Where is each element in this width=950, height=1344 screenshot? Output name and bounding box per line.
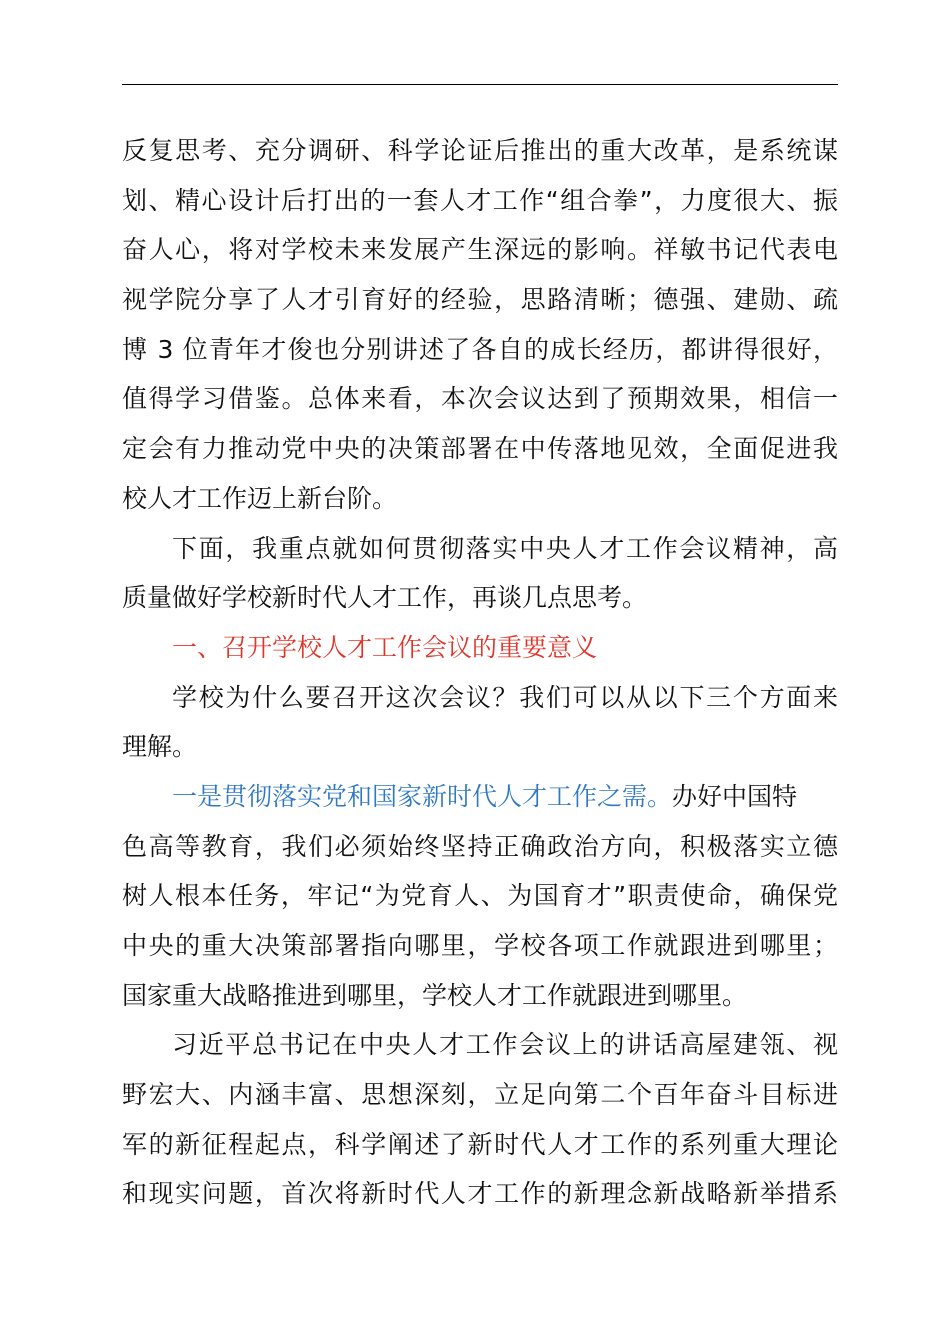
section-heading: 一、召开学校人才工作会议的重要意义 [172,632,598,662]
text-run: 办好中国特 [672,781,798,811]
text-line: 色高等教育，我们必须始终坚持正确政治方向，积极落实立德 [122,831,838,861]
text-line: 定会有力推动党中央的决策部署在中传落地见效，全面促进我 [122,434,838,464]
text-line: 树人根本任务，牢记“为党育人、为国育才”职责使命，确保党 [122,881,838,911]
text-line: 博 3 位青年才俊也分别讲述了各自的成长经历，都讲得很好， [122,334,838,364]
text-line: 习近平总书记在中央人才工作会议上的讲话高屋建瓴、视 [172,1030,838,1060]
text-line: 学校为什么要召开这次会议？我们可以从以下三个方面来 [172,682,838,712]
text-line: 野宏大、内涵丰富、思想深刻，立足向第二个百年奋斗目标进 [122,1080,838,1110]
text-line: 军的新征程起点，科学阐述了新时代人才工作的系列重大理论 [122,1129,838,1159]
emphasis-lead: 一是贯彻落实党和国家新时代人才工作之需。 [172,781,673,811]
text-line: 和现实问题，首次将新时代人才工作的新理念新战略新举措系 [122,1179,838,1209]
text-line: 中央的重大决策部署指向哪里，学校各项工作就跟进到哪里； [122,931,838,960]
text-line: 理解。 [122,732,198,762]
header-rule [122,84,838,85]
text-line: 校人才工作迈上新台阶。 [122,483,398,513]
text-line [122,772,838,822]
text-line: 反复思考、充分调研、科学论证后推出的重大改革，是系统谋 [122,136,838,165]
text-line: 奋人心，将对学校未来发展产生深远的影响。祥敏书记代表电 [122,235,838,265]
text-line: 国家重大战略推进到哪里，学校人才工作就跟进到哪里。 [122,980,748,1010]
body-text [122,126,838,1219]
text-line: 质量做好学校新时代人才工作，再谈几点思考。 [122,583,648,613]
text-line: 划、精心设计后打出的一套人才工作“组合拳”，力度很大、振 [122,185,838,215]
text-line: 视学院分享了人才引育好的经验，思路清晰；德强、建勋、疏 [122,285,838,315]
text-line: 下面，我重点就如何贯彻落实中央人才工作会议精神，高 [172,533,838,563]
text-line: 值得学习借鉴。总体来看，本次会议达到了预期效果，相信一 [122,384,838,414]
